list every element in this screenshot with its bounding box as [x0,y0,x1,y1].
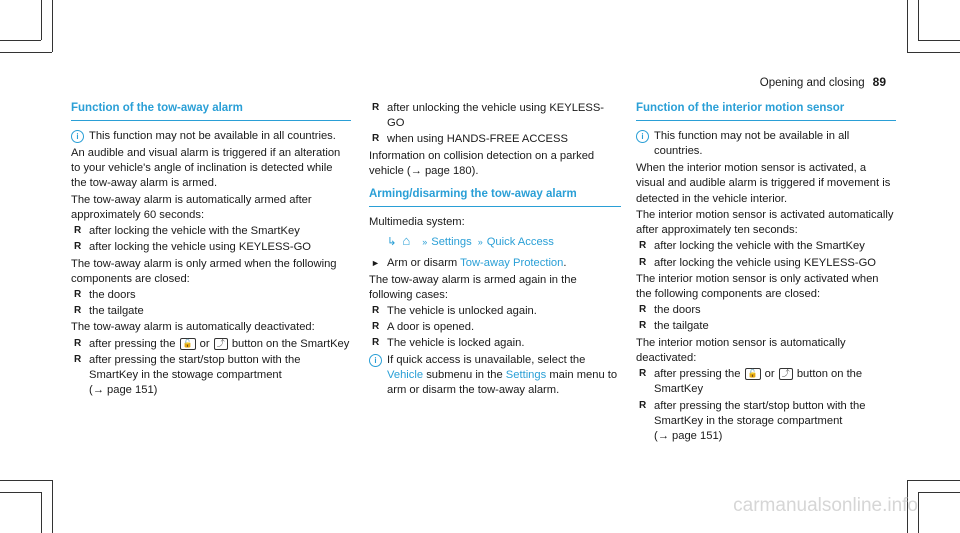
list-item [636,303,896,318]
menu-tow-away-protection: Tow-away Protection [460,257,564,270]
paragraph: The interior motion sensor is only activated when the following components are closed: [636,272,879,300]
paragraph: The interior motion sensor is activated automatically after approximately ten seconds: [636,208,894,237]
paragraph: The tow-away alarm is only armed when the following components are closed: [71,257,337,285]
list-item [369,101,621,131]
list-item [71,224,351,239]
column-right [636,101,896,445]
list-item [636,399,896,445]
step-text: Arm or disarm [387,257,458,270]
bullet-icon: R [74,353,82,365]
bullet-icon: R [74,225,82,237]
list-item [636,256,896,271]
separator-icon: » [422,237,428,248]
crop-mark [0,40,41,41]
list-item-text: after pressing the [89,337,176,350]
list-item-text: button on the SmartKey [231,337,350,350]
paragraph: An audible and visual alarm is triggered if an alteration to your vehicle's angle of inclination is detected while the tow-away alarm is armed. [71,146,341,190]
info-icon: i [369,354,382,367]
list-item [71,353,351,399]
list-item-text: after locking the vehicle using KEYLESS-GO [654,256,876,269]
bullet-list [636,367,896,444]
bullet-icon: R [639,320,647,332]
list-item-text: after locking the vehicle with the SmartKey [89,225,300,238]
paragraph: The tow-away alarm is armed again in the following cases: [369,273,577,301]
page-number: 89 [872,75,886,89]
separator-icon: » [477,237,483,248]
list-item-text: the tailgate [89,305,144,318]
paragraph: The tow-away alarm is automatically deactivated: [71,321,315,334]
list-item-text: the tailgate [654,320,709,333]
instruction-step [369,256,621,271]
watermark: carmanualsonline.info [733,495,918,517]
list-item-text: the doors [654,304,701,317]
bullet-icon: R [639,304,647,316]
list-item [636,367,896,397]
crop-mark [41,0,42,40]
list-item-text: The vehicle is locked again. [387,337,525,350]
section-heading: Arming/disarming the tow-away alarm [369,187,621,207]
list-item [369,320,621,335]
crop-mark [918,492,919,533]
note-text: submenu in the [426,368,503,381]
step-icon: ► [371,258,380,269]
crop-mark [907,480,960,481]
bullet-icon: R [372,102,380,113]
bullet-list [369,101,621,148]
list-item-text: after locking the vehicle with the SmartKey [654,240,865,253]
list-item-text: the doors [89,288,136,301]
bullet-list [636,239,896,270]
bullet-list [71,288,351,319]
bullet-icon: R [639,399,647,411]
paragraph: When the interior motion sensor is activated, a visual and audible alarm is triggered if movement is detected in the vehicle interior. [636,162,891,205]
crop-mark [41,492,42,533]
crop-mark [918,0,919,40]
bullet-icon: R [74,288,82,300]
bullet-icon: R [639,256,647,268]
tailgate-key-icon: ⤴ [779,368,793,380]
bullet-icon: R [372,133,380,145]
bullet-icon: R [74,241,82,253]
info-note [369,353,621,399]
column-middle [369,101,621,400]
step-text: . [563,257,567,270]
crop-mark [918,40,960,41]
bullet-list [636,303,896,334]
crop-mark [918,492,960,493]
section-heading: Function of the interior motion sensor [636,101,896,121]
crop-mark [0,480,52,481]
list-item-text: after locking the vehicle using KEYLESS-GO [89,241,311,254]
info-note [71,129,351,144]
menu-quick-access: Quick Access [486,236,554,249]
section-heading: Function of the tow-away alarm [71,101,351,121]
bullet-icon: R [74,305,82,317]
bullet-icon: R [639,240,647,252]
menu-settings: Settings [505,368,547,381]
bullet-list [71,224,351,255]
paragraph: Multimedia system: [369,215,465,228]
home-icon: ⌂ [402,233,411,249]
section-title: Opening and closing [759,77,865,89]
menu-settings: Settings [431,236,472,249]
crop-mark [52,480,53,533]
crop-mark [0,492,41,493]
bullet-list [369,304,621,352]
list-item-text: after pressing the start/stop button with the SmartKey in the stowage compartment [89,353,301,382]
list-item-text: button on the SmartKey [654,368,863,396]
list-item [369,304,621,319]
list-item [636,319,896,334]
crop-mark [907,52,960,53]
info-note [636,129,896,159]
paragraph: Information on collision detection on a parked vehicle (→ page 180). [369,149,595,177]
paragraph: The tow-away alarm is automatically armed after approximately 60 seconds: [71,193,312,221]
bullet-icon: R [74,337,82,349]
bullet-icon: R [372,321,380,333]
page-reference: (→ page 151) [89,384,158,397]
note-text: If quick access is unavailable, select the [387,353,586,366]
list-item [71,337,351,352]
page-header [760,74,886,92]
unlock-key-icon: 🔓 [745,368,761,380]
tailgate-key-icon: ⤴ [214,338,228,350]
unlock-key-icon: 🔓 [180,338,196,350]
list-item-text: or [764,368,775,381]
crop-mark [52,0,53,52]
list-item-text: or [199,337,210,350]
page-reference: (→ page 151) [654,430,723,443]
note-text: This function may not be available in all countries. [89,129,336,142]
list-item [71,288,351,303]
info-icon: i [636,130,649,143]
bullet-icon: R [639,368,647,380]
paragraph: The interior motion sensor is automatically deactivated: [636,336,846,364]
crop-mark [0,52,52,53]
list-item [71,304,351,319]
list-item [369,336,621,351]
list-item [369,132,621,147]
bullet-icon: R [372,337,380,349]
list-item-text: after pressing the [654,368,741,381]
note-text: This function may not be available in all countries. [654,129,850,157]
path-arrow-icon: ↳ [387,236,397,249]
crop-mark [907,0,908,52]
list-item-text: after pressing the start/stop button with the SmartKey in the storage compartment [654,399,866,427]
menu-vehicle: Vehicle [387,368,424,381]
list-item-text: when using HANDS-FREE ACCESS [387,133,568,146]
bullet-list [71,337,351,399]
list-item [636,239,896,254]
list-item [71,240,351,255]
menu-path [369,232,621,250]
list-item-text: The vehicle is unlocked again. [387,304,537,317]
column-left [71,101,351,400]
list-item-text: after unlocking the vehicle using KEYLESS-GO [387,102,605,130]
info-icon: i [71,130,84,143]
list-item-text: A door is opened. [387,321,475,334]
note-text: main menu to arm or disarm the tow-away alarm. [387,368,618,397]
bullet-icon: R [372,304,380,316]
